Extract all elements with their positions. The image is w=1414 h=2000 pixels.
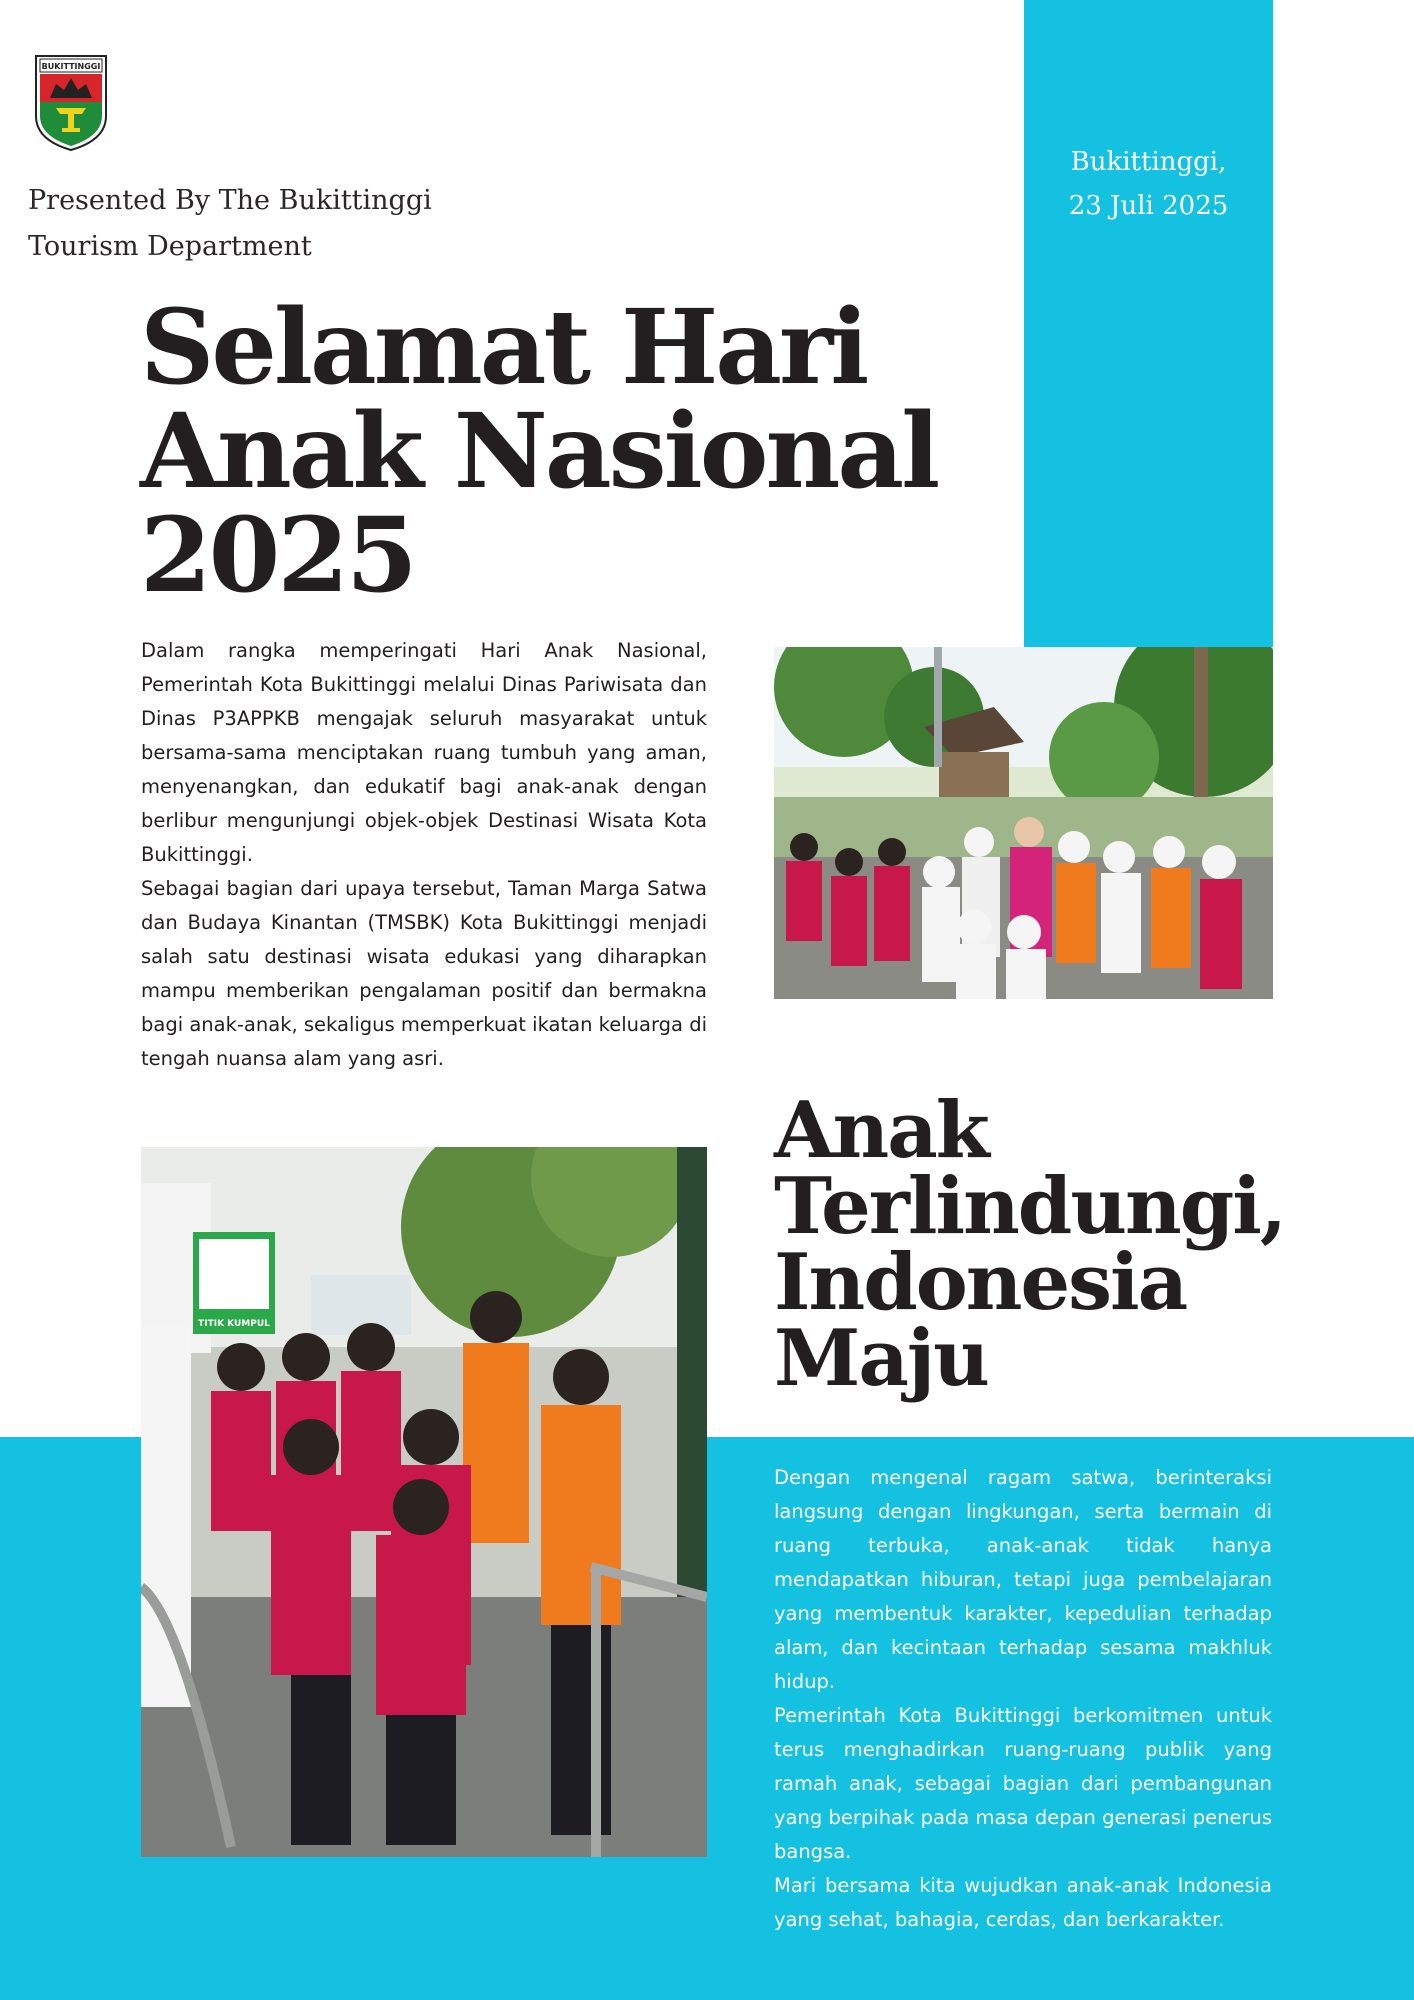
closing-paragraph: Mari bersama kita wujudkan anak-anak Indonesia yang sehat, bahagia, cerdas, dan berkarakter. <box>774 1874 1272 1931</box>
intro-paragraph: Dalam rangka memperingati Hari Anak Nasional, Pemerintah Kota Bukittinggi melalui Dinas Pariwisata dan Dinas P3APPKB mengajak seluruh masyarakat untuk bersama-sama menciptakan ruang tumbuh yang aman, menyenangkan, dan edukatif bagi anak-anak dengan berlibur mengunjungi objek-objek Destinasi Wisata Kota Bukittinggi. <box>141 639 707 866</box>
city-crest-icon <box>34 54 108 152</box>
title-line: 2025 <box>140 495 415 616</box>
cyan-column-block <box>1024 0 1273 647</box>
date-place: Bukittinggi, <box>1070 147 1227 177</box>
logo-text: BUKITTINGGI <box>41 62 101 71</box>
schoolboys-photo <box>141 1147 707 1857</box>
closing-text <box>774 1461 1272 1937</box>
page-title <box>140 287 1020 616</box>
closing-paragraph: Pemerintah Kota Bukittinggi berkomitmen untuk terus menghadirkan ruang-ruang publik yang ramah anak, sebagai bagian dari pembangunan yang berpihak pada masa depan generasi penerus bangsa. <box>774 1704 1272 1863</box>
photo-sign-text: TITIK KUMPUL <box>198 1319 270 1329</box>
heading-line: Terlindungi, <box>774 1161 1286 1252</box>
presented-by-line: Presented By The Bukittinggi <box>28 185 432 216</box>
closing-paragraph: Dengan mengenal ragam satwa, berinteraksi langsung dengan lingkungan, serta bermain di ruang terbuka, anak-anak tidak hanya mendapatkan hiburan, tetapi juga pembelajaran yang membentuk karakter, kepedulian terhadap alam, dan kecintaan terhadap sesama makhluk hidup. <box>774 1466 1272 1693</box>
date-day: 23 Juli 2025 <box>1068 191 1229 221</box>
date-block <box>1024 140 1273 228</box>
section-heading <box>774 1085 1334 1404</box>
children-group-photo <box>774 647 1273 999</box>
heading-line: Anak <box>774 1085 988 1176</box>
heading-line: Indonesia <box>774 1237 1187 1328</box>
title-line: Selamat Hari <box>140 287 867 408</box>
intro-text <box>141 634 707 1076</box>
intro-paragraph: Sebagai bagian dari upaya tersebut, Taman Marga Satwa dan Budaya Kinantan (TMSBK) Kota Bukittinggi menjadi salah satu destinasi wisata edukasi yang diharapkan mampu memberikan pengalaman positif dan bermakna bagi anak-anak, sekaligus memperkuat ikatan keluarga di tengah nuansa alam yang asri. <box>141 877 707 1070</box>
presented-by-line: Tourism Department <box>28 231 312 262</box>
heading-line: Maju <box>774 1313 988 1404</box>
presented-by <box>28 178 508 270</box>
title-line: Anak Nasional <box>140 391 938 512</box>
